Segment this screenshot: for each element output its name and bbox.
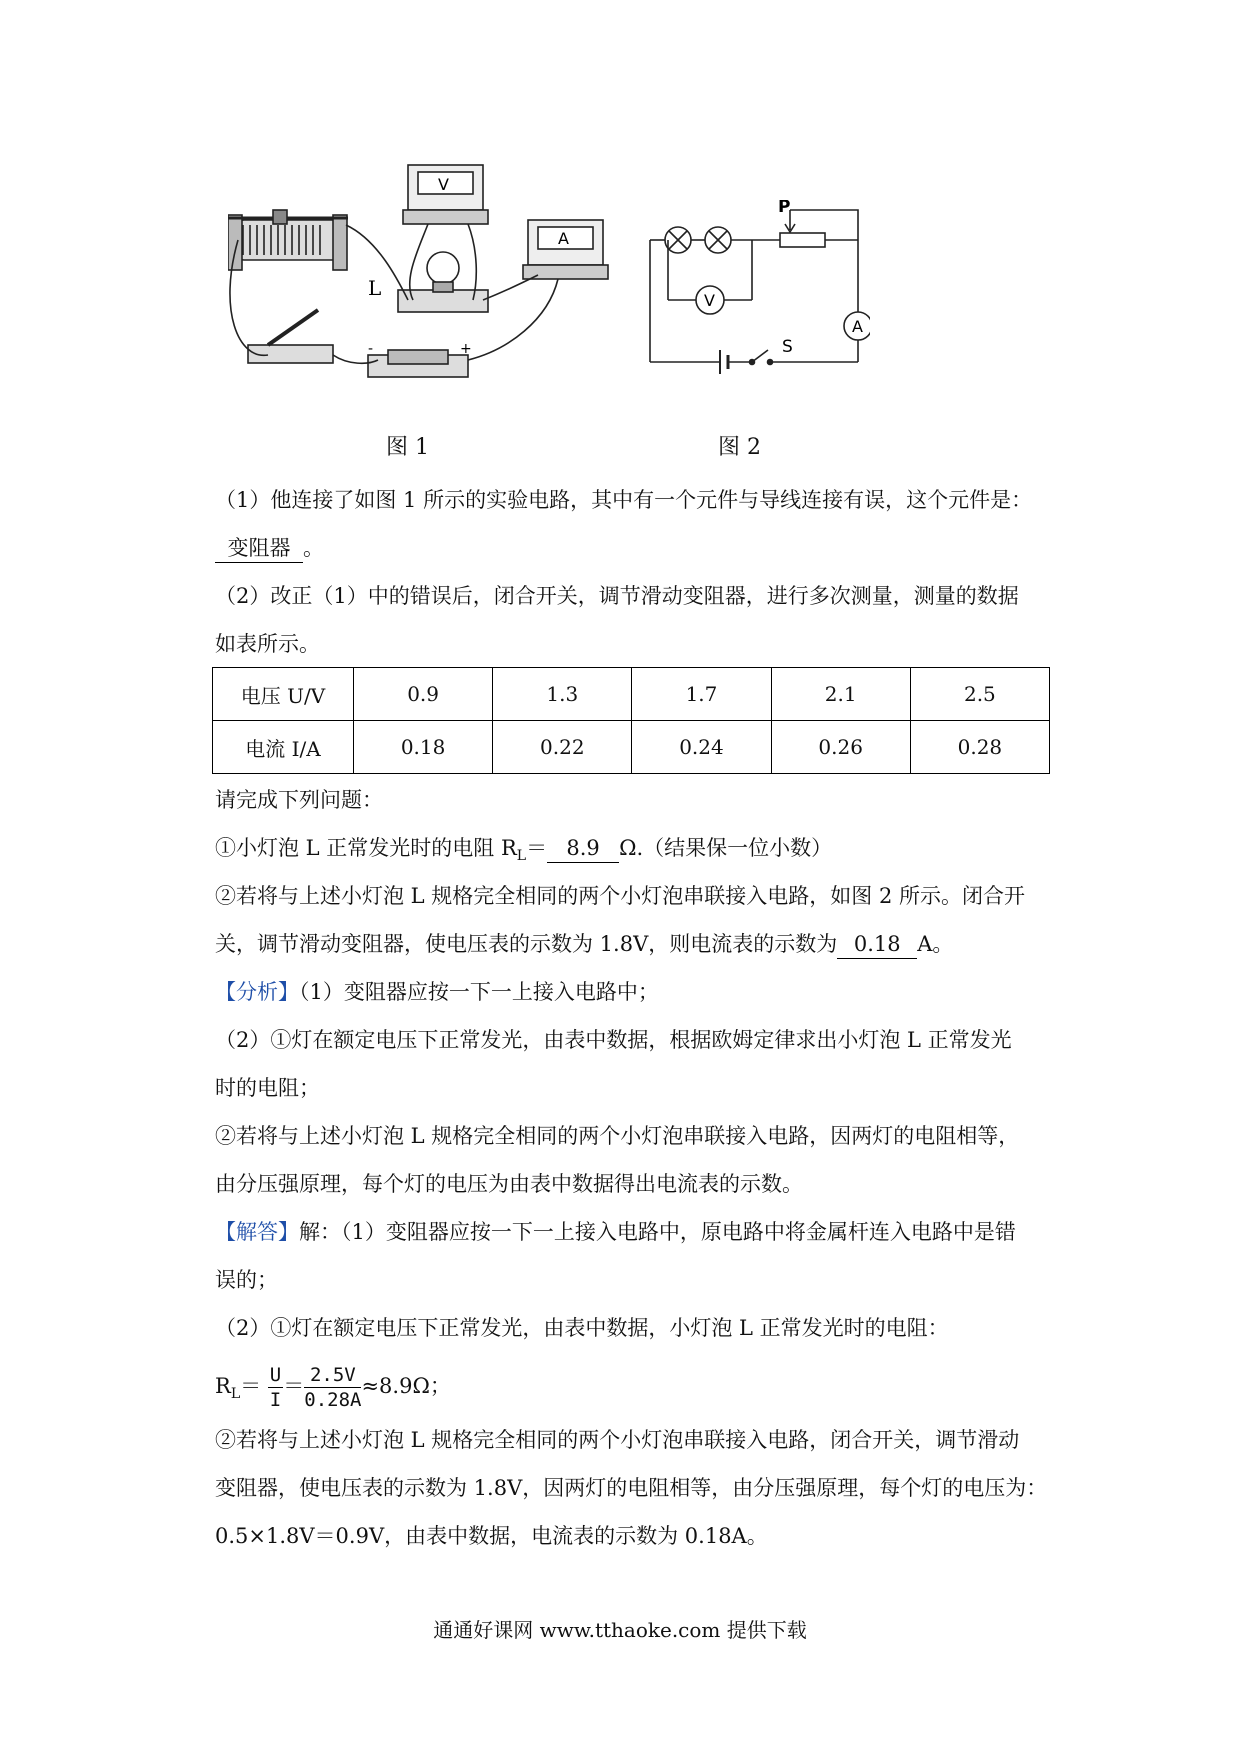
fraction-u-over-i xyxy=(268,1363,283,1412)
fig2-label-voltmeter: V xyxy=(704,291,715,310)
sub-question-a-sub: L xyxy=(516,848,527,865)
fig2-label-ammeter: A xyxy=(852,317,863,336)
circuit-photo-figure-1 xyxy=(228,160,688,420)
sub-question-a xyxy=(215,834,832,870)
sub-question-a-post: Ω.（结果保一位小数） xyxy=(619,836,833,860)
table-cell: 0.9 xyxy=(354,668,493,721)
analysis-tag: 【分析】 xyxy=(215,980,299,1004)
formula-sub: L xyxy=(230,1386,241,1403)
question-2-line-2: 如表所示。 xyxy=(215,632,320,656)
fraction-2-denominator: 0.28A xyxy=(304,1389,362,1411)
question-1-answer: 变阻器 xyxy=(215,534,303,563)
question-1-text: （1）他连接了如图 1 所示的实验电路，其中有一个元件与导线连接有误，这个元件是： xyxy=(215,488,1033,512)
question-1-answer-line xyxy=(215,534,324,563)
sub-question-b-pre: 关，调节滑动变阻器，使电压表的示数为 1.8V，则电流表的示数为 xyxy=(215,932,838,956)
solution-line-6: 变阻器，使电压表的示数为 1.8V，因两灯的电阻相等，由分压强原理，每个灯的电压为： xyxy=(215,1476,1048,1500)
page-footer: 通通好课网 www.tthaoke.com 提供下载 xyxy=(433,1618,807,1642)
sub-question-b-line-2 xyxy=(215,930,953,959)
analysis-line-5: 由分压强原理，每个灯的电压为由表中数据得出电流表的示数。 xyxy=(215,1172,803,1196)
solution-line-3: （2）①灯在额定电压下正常发光，由表中数据，小灯泡 L 正常发光时的电阻： xyxy=(215,1316,949,1340)
solution-tag: 【解答】 xyxy=(215,1220,299,1244)
sub-question-b-post: A。 xyxy=(917,932,954,956)
fraction-2-numerator: 2.5V xyxy=(304,1363,361,1388)
table-cell: 0.28 xyxy=(910,721,1049,774)
sub-question-b-line-1: ②若将与上述小灯泡 L 规格完全相同的两个小灯泡串联接入电路，如图 2 所示。闭合开 xyxy=(215,884,1026,908)
solution-line-7: 0.5×1.8V＝0.9V，由表中数据，电流表的示数为 0.18A。 xyxy=(215,1524,768,1548)
solution-line-1 xyxy=(215,1218,1016,1246)
formula-end: ≈8.9Ω； xyxy=(361,1374,451,1398)
table-cell: 0.26 xyxy=(771,721,910,774)
fig2-label-slider: P xyxy=(778,200,791,217)
figure-1-caption: 图 1 xyxy=(386,435,429,460)
solution-line-2: 误的； xyxy=(215,1268,278,1292)
analysis-text-1: （1）变阻器应按一下一上接入电路中； xyxy=(299,980,659,1004)
table-cell: 1.3 xyxy=(493,668,632,721)
table-cell: 0.22 xyxy=(493,721,632,774)
table-cell: 0.24 xyxy=(632,721,771,774)
solution-formula xyxy=(215,1358,451,1422)
question-2-line-1: （2）改正（1）中的错误后，闭合开关，调节滑动变阻器，进行多次测量，测量的数据 xyxy=(215,584,1019,608)
analysis-line-4: ②若将与上述小灯泡 L 规格完全相同的两个小灯泡串联接入电路，因两灯的电阻相等， xyxy=(215,1124,1020,1148)
sub-question-a-answer: 8.9 xyxy=(547,834,619,863)
fig1-label-minus: - xyxy=(368,341,374,357)
sub-question-a-eq: ＝ xyxy=(526,836,548,860)
fraction-1-numerator: U xyxy=(269,1364,282,1386)
table-head-current: 电流 I/A xyxy=(213,721,354,774)
table-head-voltage: 电压 U/V xyxy=(213,668,354,721)
fig1-label-ammeter: A xyxy=(558,229,569,248)
table-row-voltage xyxy=(213,668,1050,721)
formula-eq-2: ＝ xyxy=(283,1374,305,1398)
fig2-label-switch: S xyxy=(782,337,793,357)
sub-question-a-pre: ①小灯泡 L 正常发光时的电阻 R xyxy=(215,836,517,860)
analysis-line-1 xyxy=(215,978,659,1006)
analysis-line-3: 时的电阻； xyxy=(215,1076,320,1100)
formula-eq: ＝ xyxy=(240,1374,262,1398)
fig1-label-voltmeter: V xyxy=(438,175,449,194)
table-row-current xyxy=(213,721,1050,774)
table-cell: 1.7 xyxy=(632,668,771,721)
fraction-values xyxy=(304,1363,361,1412)
figure-2-caption: 图 2 xyxy=(718,435,761,460)
table-cell: 2.5 xyxy=(910,668,1049,721)
fig1-label-lamp: L xyxy=(368,276,382,300)
formula-r: R xyxy=(215,1374,231,1398)
table-cell: 0.18 xyxy=(354,721,493,774)
question-1-end: 。 xyxy=(303,536,324,560)
fig1-label-plus: + xyxy=(460,341,472,357)
circuit-schematic-figure-2 xyxy=(640,200,870,390)
solution-text-1: 解：（1）变阻器应按一下一上接入电路中，原电路中将金属杆连入电路中是错 xyxy=(299,1220,1016,1244)
table-cell: 2.1 xyxy=(771,668,910,721)
analysis-line-2: （2）①灯在额定电压下正常发光，由表中数据，根据欧姆定律求出小灯泡 L 正常发光 xyxy=(215,1028,1012,1052)
sub-question-b-answer: 0.18 xyxy=(837,930,917,959)
solution-line-5: ②若将与上述小灯泡 L 规格完全相同的两个小灯泡串联接入电路，闭合开关，调节滑动 xyxy=(215,1428,1020,1452)
fraction-1-denominator: I xyxy=(269,1389,282,1411)
questions-intro: 请完成下列问题： xyxy=(215,788,383,812)
measurement-table xyxy=(212,667,1050,774)
